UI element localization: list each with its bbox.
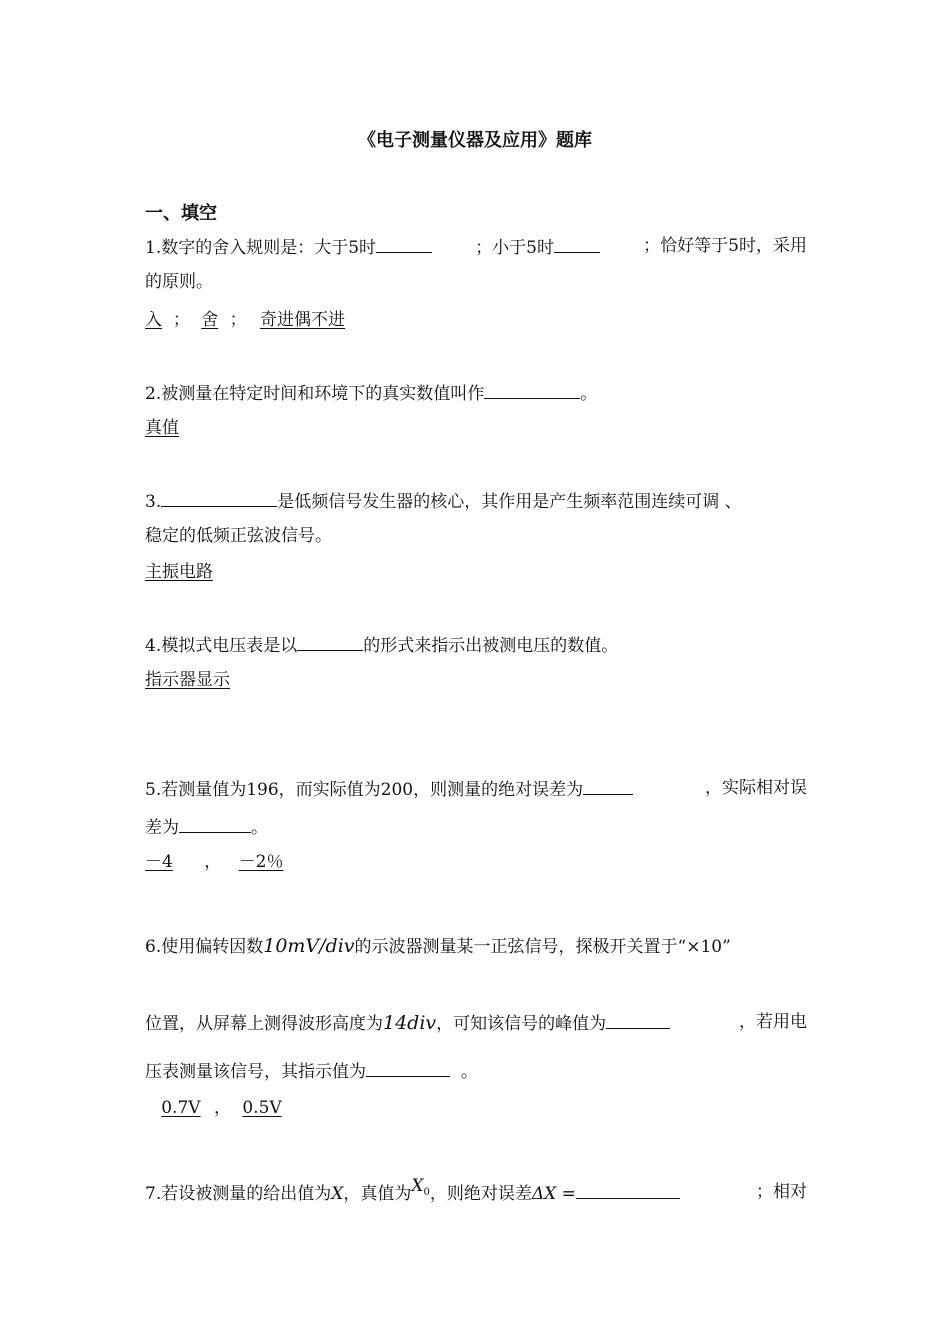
question-3-answer: 主振电路	[145, 562, 213, 582]
blank	[576, 1180, 680, 1199]
blank	[606, 1010, 670, 1029]
question-5-answer: －4 ， －2％	[145, 852, 284, 872]
question-6-line-1: 6.使用偏转因数10mV/div的示波器测量某一正弦信号，探极开关置于“×10”	[145, 935, 731, 957]
question-6-line-2: 位置，从屏幕上测得波形高度为14div，可知该信号的峰值为 ，若用电	[145, 1012, 807, 1034]
math-absolute-error: ΔX =	[531, 1184, 576, 1204]
question-5-line-2: 差为 。	[145, 814, 268, 840]
document-title: 《电子测量仪器及应用》题库	[358, 130, 592, 151]
blank	[161, 488, 277, 507]
question-3-line-1: 3. 是低频信号发生器的核心，其作用是产生频率范围连续可调 、	[145, 488, 742, 514]
question-6-answer: 0.7V ， 0.5V	[161, 1098, 282, 1118]
blank	[297, 632, 363, 651]
blank	[366, 1058, 450, 1077]
question-1-answer: 入 ； 舍 ； 奇进偶不进	[145, 310, 346, 330]
question-1-line-1: 1.数字的舍入规则是：大于5时 ；小于5时 ；恰好等于5时，采用	[145, 236, 807, 258]
blank	[484, 380, 580, 399]
math-true-value: X	[411, 1176, 424, 1196]
question-4: 4.模拟式电压表是以 的形式来指示出被测电压的数值。	[145, 632, 618, 658]
math-height: 14div	[383, 1012, 437, 1034]
blank	[179, 814, 251, 833]
blank	[376, 234, 432, 253]
question-3-line-2: 稳定的低频正弦波信号。	[145, 526, 332, 546]
math-deflection-factor: 10mV/div	[263, 935, 355, 957]
question-6-line-3: 压表测量该信号，其指示值为 。	[145, 1058, 478, 1084]
math-given-value: X	[331, 1184, 344, 1204]
blank	[554, 234, 600, 253]
question-2-answer: 真值	[145, 418, 179, 438]
question-7-line-1: 7.若设被测量的给出值为X，真值为$X_0$，则绝对误差ΔX = ；相对	[145, 1176, 807, 1204]
question-1-line-2: 的原则。	[145, 272, 213, 292]
blank	[583, 776, 633, 795]
question-5-line-1: 5.若测量值为196，而实际值为200，则测量的绝对误差为 ，实际相对误	[145, 778, 807, 800]
question-4-answer: 指示器显示	[145, 670, 230, 690]
question-2: 2.被测量在特定时间和环境下的真实数值叫作 。	[145, 380, 597, 406]
section-heading: 一、填空	[145, 203, 217, 224]
